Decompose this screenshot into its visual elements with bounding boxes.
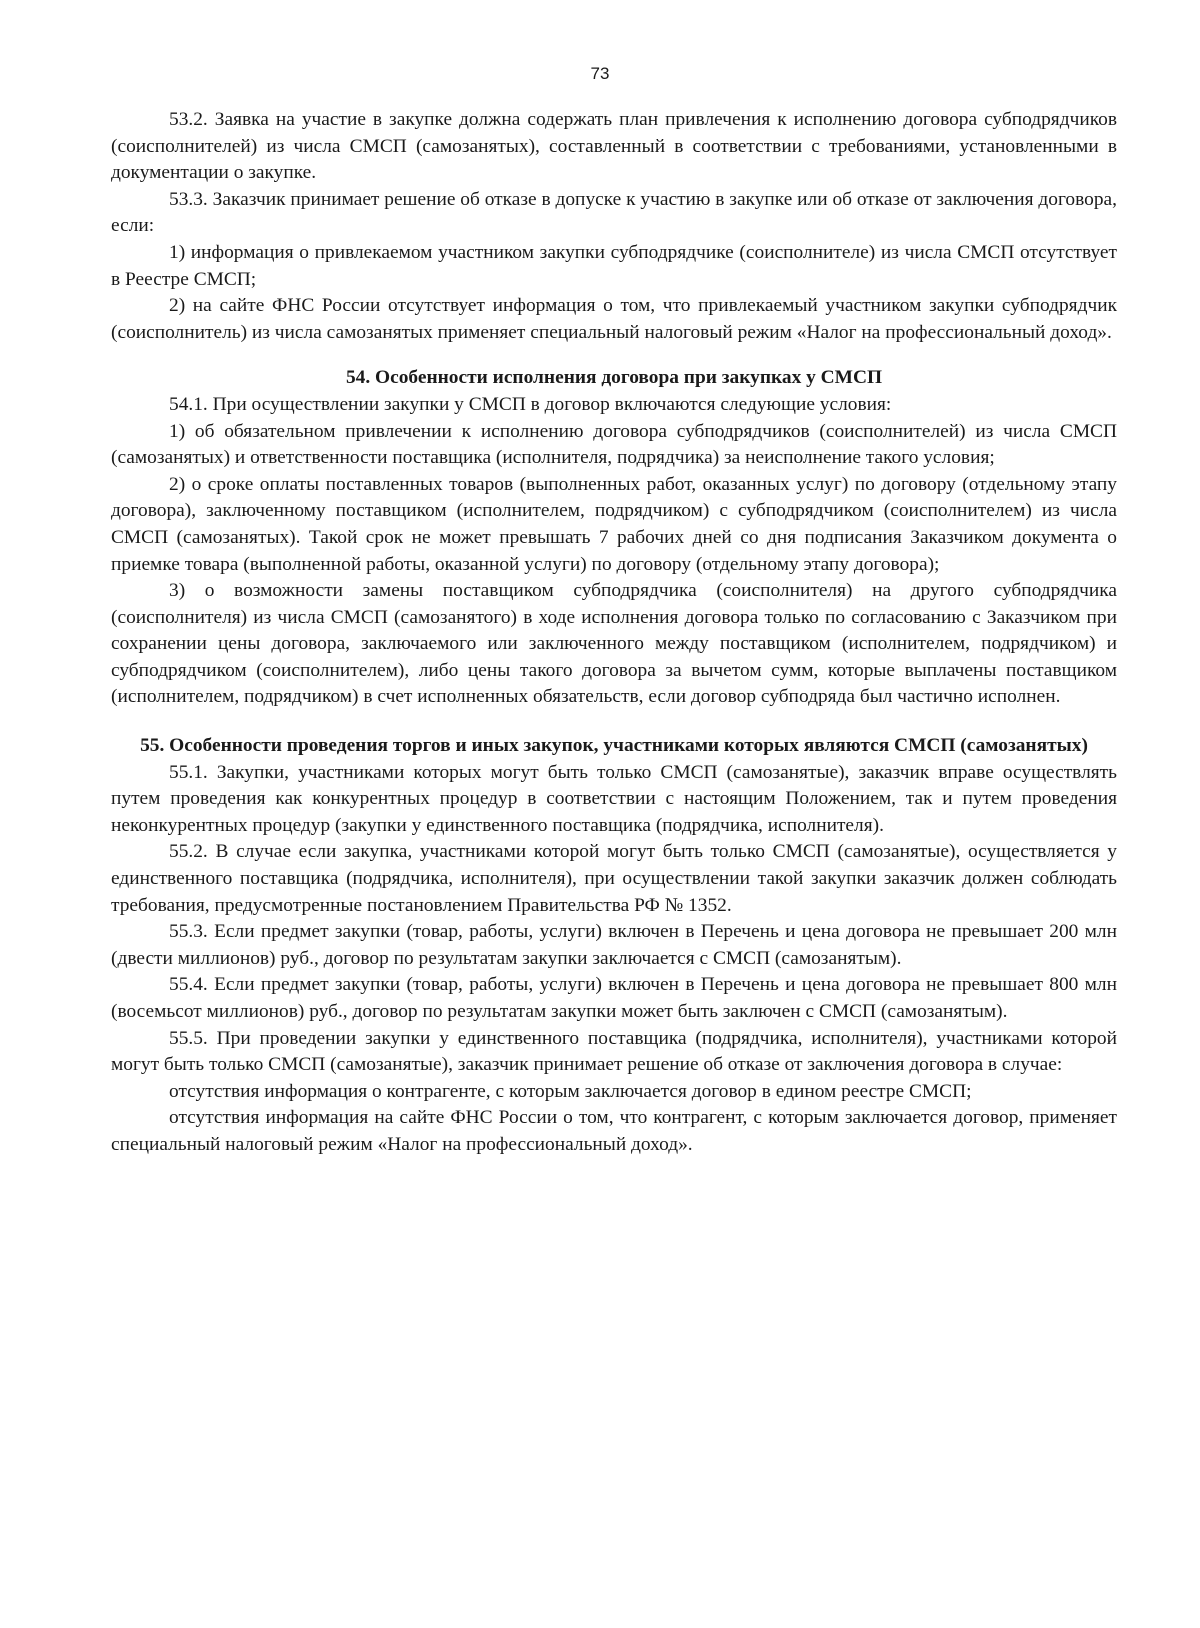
section-heading-54: 54. Особенности исполнения договора при закупках у СМСП (345, 367, 883, 389)
page-number: 73 (590, 64, 610, 83)
paragraph-54-1-item-1: 1) об обязательном привлечении к исполнению договора субподрядчиков (соисполнителей) из числа СМСП (самозанятых) и ответственности поставщика (исполнителя, подрядчика) за неисполнение такого условия; (111, 420, 1117, 469)
document-body (111, 107, 1117, 1159)
paragraph-55-3: 55.3. Если предмет закупки (товар, работы, услуги) включен в Перечень и цена договора не превышает 200 млн (двести миллионов) руб., договор по результатам закупки заключается с СМСП (самозанятым). (111, 921, 1117, 969)
paragraph-53-3-item-2: 2) на сайте ФНС России отсутствует информация о том, что привлекаемый участником закупки субподрядчик (соисполнитель) из числа самозанятых применяет специальный налоговый режим «Налог на профессиональный доход». (111, 295, 1117, 343)
paragraph-53-3-item-1: 1) информация о привлекаемом участником закупки субподрядчике (соисполнителе) из числа СМСП отсутствует в Реестре СМСП; (111, 241, 1117, 290)
paragraph-54-1: 54.1. При осуществлении закупки у СМСП в договор включаются следующие условия: (169, 393, 892, 415)
paragraph-55-1: 55.1. Закупки, участниками которых могут быть только СМСП (самозанятые), заказчик вправе осуществлять путем проведения как конкурентных процедур в соответствии с настоящим Положением, так и путем проведения неконкурентных процедур (закупки у единственного поставщика (подрядчика, исполнителя). (111, 761, 1117, 836)
section-heading-55: 55. Особенности проведения торгов и иных закупок, участниками которых являются СМСП (самозанятых) (140, 735, 1088, 757)
paragraph-54-1-item-3: 3) о возможности замены поставщиком субподрядчика (соисполнителя) на другого субподрядчика (соисполнителя) из числа СМСП (самозанятого) в ходе исполнения договора только по согласованию с Заказчиком при сохранении цены договора, заключаемого или заключенного между поставщиком (исполнителем, подрядчиком) и субподрядчиком (соисполнителем), либо цены такого договора за вычетом сумм, которые выплачены поставщиком (исполнителем, подрядчиком) в счет исполненных обязательств, если договор субподряда был частично исполнен. (111, 580, 1117, 708)
paragraph-53-2: 53.2. Заявка на участие в закупке должна содержать план привлечения к исполнению договора субподрядчиков (соисполнителей) из числа СМСП (самозанятых), составленный в соответствии с требованиями, установленными в документации о закупке. (111, 109, 1117, 184)
paragraph-55-4: 55.4. Если предмет закупки (товар, работы, услуги) включен в Перечень и цена договора не превышает 800 млн (восемьсот миллионов) руб., договор по результатам закупки может быть заключен с СМСП (самозанятым). (111, 974, 1117, 1022)
paragraph-54-1-item-2: 2) о сроке оплаты поставленных товаров (выполненных работ, оказанных услуг) по договору (отдельному этапу договора), заключенному поставщиком (исполнителем, подрядчиком) с субподрядчиком (соисполнителем) из числа СМСП (самозанятых). Такой срок не может превышать 7 рабочих дней со дня подписания Заказчиком документа о приемке товара (выполненной работы, оказанной услуги) по договору (отдельному этапу договора); (111, 473, 1117, 575)
paragraph-55-5: 55.5. При проведении закупки у единственного поставщика (подрядчика, исполнителя), участниками которой могут быть только СМСП (самозанятые), заказчик принимает решение об отказе от заключения договора в случае: (111, 1027, 1117, 1076)
paragraph-55-5-case-2: отсутствия информация на сайте ФНС России о том, что контрагент, с которым заключается договор, применяет специальный налоговый режим «Налог на профессиональный доход». (111, 1107, 1117, 1155)
paragraph-55-2: 55.2. В случае если закупка, участниками которой могут быть только СМСП (самозанятые), осуществляется у единственного поставщика (подрядчика, исполнителя), при осуществлении такой закупки заказчик должен соблюдать требования, предусмотренные постановлением Правительства РФ № 1352. (111, 841, 1117, 916)
paragraph-53-3: 53.3. Заказчик принимает решение об отказе в допуске к участию в закупке или об отказе от заключения договора, если: (111, 188, 1117, 237)
paragraph-55-5-case-1: отсутствия информация о контрагенте, с которым заключается договор в едином реестре СМСП; (169, 1080, 972, 1102)
